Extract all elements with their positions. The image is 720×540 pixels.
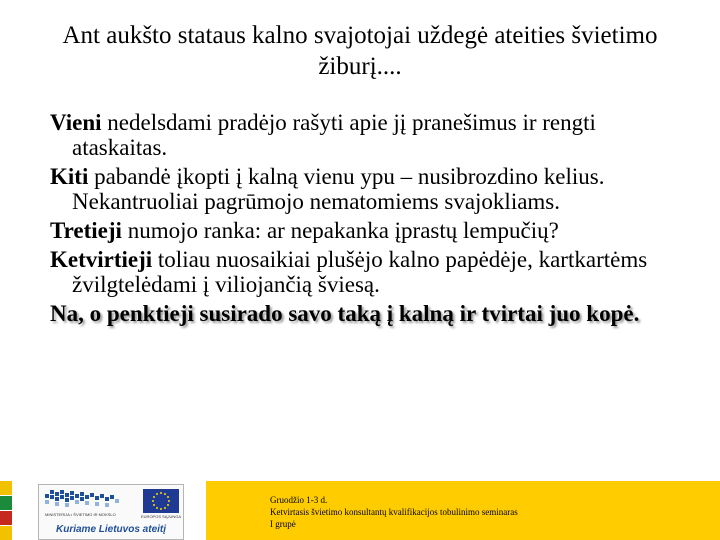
paragraph-lead: Vieni xyxy=(50,110,102,135)
paragraph-lead: Tretieji xyxy=(50,218,122,243)
paragraph-ketvirtieji xyxy=(50,247,690,297)
paragraph-text: toliau nuosaikiai plušėjo kalno papėdėje, kartkartėms žvilgtelėdami į viliojančią šviesą. xyxy=(72,247,648,297)
color-stripe xyxy=(0,481,12,540)
slide-footer xyxy=(0,481,720,540)
slogan-text: Kuriame Lietuvos ateitį xyxy=(55,524,167,535)
paragraph-kiti xyxy=(50,164,690,214)
slide-title: Ant aukšto stataus kalno svajotojai uždegė ateities švietimo žiburį.... xyxy=(62,22,658,80)
eu-flag-icon xyxy=(143,489,179,513)
paragraph-text: numojo ranka: ar nepakanka įprastų lempučių? xyxy=(121,218,559,243)
stripe-yellow xyxy=(0,526,12,540)
seminar-date: Gruodžio 1-3 d. xyxy=(270,495,328,505)
paragraph-vieni xyxy=(50,110,690,160)
stripe-red xyxy=(0,511,12,525)
ministry-caption: MINISTERIJA • ŠVIETIMO IR MOKSLO xyxy=(45,512,116,517)
seminar-info xyxy=(270,494,518,530)
paragraph-tretieji xyxy=(50,218,690,243)
paragraph-lead: Kiti xyxy=(50,164,89,189)
paragraph-text: nedelsdami pradėjo rašyti apie jį pranešimus ir rengti ataskaitas. xyxy=(72,110,596,160)
stripe-green xyxy=(0,496,12,510)
eu-caption: EUROPOS SĄJUNGA xyxy=(141,514,182,519)
sponsor-logo-banner xyxy=(38,484,184,540)
paragraph-text: pabandė įkopti į kalną vienu ypu – nusibrozdino kelius. Nekantruoliai pagrūmojo nematomiems svajokliams. xyxy=(72,164,605,214)
paragraph-lead: Ketvirtieji xyxy=(50,247,153,272)
seminar-group: I grupė xyxy=(270,519,296,529)
info-panel xyxy=(206,481,720,540)
stripe-yellow xyxy=(0,481,12,495)
paragraph-final: Na, o penktieji susirado savo taką į kalną ir tvirtai juo kopė. xyxy=(50,301,640,326)
slide-body xyxy=(50,110,690,330)
ministry-logo-icon xyxy=(43,488,135,512)
seminar-title: Ketvirtasis švietimo konsultantų kvalifikacijos tobulinimo seminaras xyxy=(270,507,518,517)
